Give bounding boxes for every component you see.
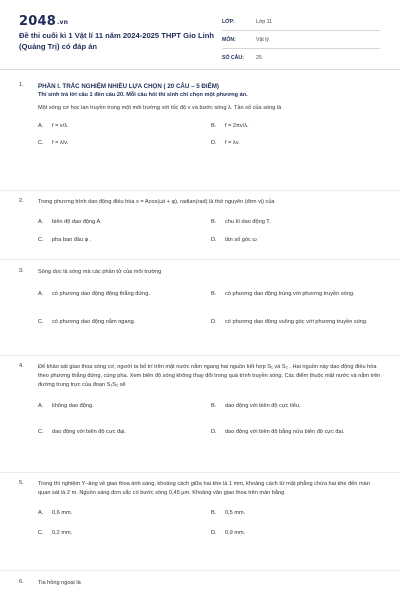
option-c[interactable]: C. dao động với biên độ cực đại. xyxy=(38,429,126,435)
question-text: Sóng dọc là sóng mà các phần tử của môi trường xyxy=(38,269,162,275)
meta-row-count xyxy=(222,49,380,66)
document-title: Đề thi cuối kì 1 Vật lí 11 năm 2024-2025 THPT Gio Linh (Quảng Trị) có đáp án xyxy=(19,31,214,51)
question-number: 2. xyxy=(19,198,24,204)
option-a[interactable]: A. không dao động. xyxy=(38,403,94,409)
question-divider xyxy=(0,259,400,260)
question-text: Để khảo sát giao thoa sóng cơ, người ta bố trí trên mặt nước nằm ngang hai nguồn kết hợp S₁ và S₂ . Hai nguồn này dao động điều hòa theo phương thẳng đứng, cùng pha. Xem biên độ sóng không thay đổi trong quá trình truyền sóng. Các điểm thuộc mặt nước và nằm trên đường trung trực của đoạn S₁S₂ sẽ xyxy=(38,364,381,388)
meta-key: LỚP: xyxy=(222,18,235,25)
question-divider xyxy=(0,472,400,473)
site-logo[interactable]: 2048.vn xyxy=(19,14,69,29)
part-instructions: Thí sinh trả lời câu 1 đến câu 20. Mỗi câu hỏi thí sinh chỉ chọn một phương án. xyxy=(38,92,248,98)
part-title: PHẦN I. TRẮC NGHIỆM NHIỀU LỰA CHỌN ( 20 CÂU – 5 ĐIỂM) xyxy=(38,83,219,90)
option-b[interactable]: B. chu kì dao động T. xyxy=(211,219,271,225)
question-6 xyxy=(19,579,381,588)
question-text: Trong phương trình dao động điều hòa x = Acos(ωt + φ), radian(rad) là thứ nguyên (đơn vị) của xyxy=(38,199,275,205)
option-d[interactable]: D. 0,9 mm. xyxy=(211,530,246,536)
option-c[interactable]: C. có phương dao động nằm ngang. xyxy=(38,319,136,325)
option-d[interactable]: D. f = λv. xyxy=(211,140,240,146)
option-d[interactable]: D. dao động với biên độ bằng nửa biên độ cực đại. xyxy=(211,429,345,435)
option-c[interactable]: C. 0,2 mm. xyxy=(38,530,73,536)
meta-row-subject xyxy=(222,31,380,49)
question-number: 4. xyxy=(19,363,24,369)
question-text: Một sóng cơ học lan truyền trong một môi trường với tốc độ v và bước sóng λ. Tần số của sóng là xyxy=(38,105,282,111)
meta-key: MÔN: xyxy=(222,36,236,43)
question-divider xyxy=(0,570,400,571)
exam-meta-table xyxy=(222,13,380,66)
question-number: 6. xyxy=(19,579,24,585)
question-text: Tia hồng ngoại là xyxy=(38,580,81,586)
option-d[interactable]: D. tần số góc ω xyxy=(211,237,257,243)
question-2 xyxy=(19,198,381,244)
option-b[interactable]: B. dao động với biên độ cực tiểu. xyxy=(211,403,301,409)
option-a[interactable]: A. 0,6 mm. xyxy=(38,510,73,516)
question-number: 1. xyxy=(19,82,24,88)
option-a[interactable]: A. f = v/λ. xyxy=(38,123,69,129)
meta-value: Lớp 11 xyxy=(256,18,272,25)
question-divider xyxy=(0,190,400,191)
option-c[interactable]: C. pha ban đầu φ . xyxy=(38,237,92,243)
question-1 xyxy=(19,82,381,147)
question-divider xyxy=(0,355,400,356)
question-number: 5. xyxy=(19,480,24,486)
meta-key: SỐ CÂU: xyxy=(222,54,244,61)
option-b[interactable]: B. có phương dao động trùng với phương truyền sóng. xyxy=(211,291,355,297)
meta-value: 25 xyxy=(256,54,262,61)
option-b[interactable]: B. 0,5 mm. xyxy=(211,510,246,516)
option-b[interactable]: B. f = 2πv/λ. xyxy=(211,123,249,129)
option-a[interactable]: A. biên độ dao động A. xyxy=(38,219,102,225)
option-c[interactable]: C. f = λ/v. xyxy=(38,140,69,146)
question-5 xyxy=(19,480,381,537)
question-number: 3. xyxy=(19,268,24,274)
question-3 xyxy=(19,268,381,333)
header-divider xyxy=(0,69,400,70)
question-4 xyxy=(19,363,381,442)
meta-value: Vật lý xyxy=(256,36,269,43)
page-header xyxy=(0,0,400,70)
option-a[interactable]: A. có phương dao động động thẳng đứng. xyxy=(38,291,150,297)
question-text: Trong thí nghiệm Y–âng về giao thoa ánh sáng, khoảng cách giữa hai khe là 1 mm, khoảng cách từ mặt phẳng chứa hai khe đến màn quan sát là 2 m. Nguồn sáng đơn sắc có bước sóng 0,45 μm. Khoảng vân giao thoa trên màn bằng xyxy=(38,481,370,496)
meta-row-class xyxy=(222,13,380,31)
option-d[interactable]: D. có phương dao động vuông góc với phương truyền sóng. xyxy=(211,319,368,325)
